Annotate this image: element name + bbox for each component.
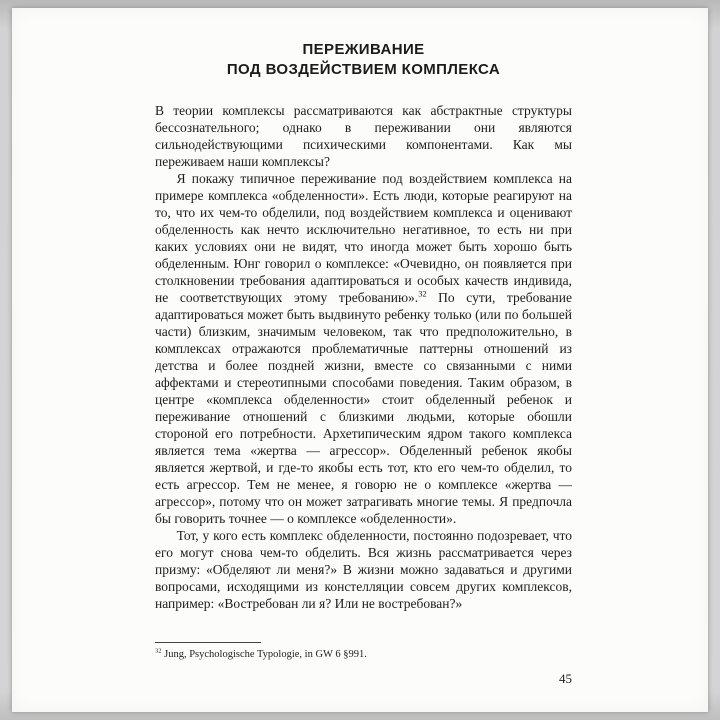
page [12, 8, 708, 712]
footnote-marker: 32 [155, 647, 162, 655]
page-number: 45 [559, 671, 572, 686]
page-content [155, 40, 572, 612]
chapter-title-line1: ПЕРЕЖИВАНИЕ [302, 41, 425, 58]
footnote-reference: 32 [418, 289, 427, 299]
footnote-text: Jung, Psychologische Typologie, in GW 6 §991. [161, 649, 367, 660]
footnote-separator [155, 642, 261, 643]
paragraph-2-text: Я покажу типичное переживание под воздействием комплекса на примере комплекса «обделенности». Есть люди, которые реагируют на то, что их чем-то обделили, под воздействием комплекса и оценивают обделенность как нечто исключительно негативное, то есть ни при каких условиях они не видят, что иногда может быть хорошо быть обделенным. Юнг говорил о комплексе: «Очевидно, он появляется при столкновении требования адаптироваться и особых качеств индивида, не соответствующих этому требованию». [155, 171, 572, 305]
body-text [155, 102, 572, 612]
chapter-title [155, 40, 572, 80]
paragraph-2-text-continued: По сути, требование адаптироваться может быть выдвинуто ребенку только (или по большей части) близким, значимым человеком, так что предположительно, в комплексах отражаются проблематичные паттерны отношений из детства и более поздней жизни, вместе со связанными с ними аффектами и стереотипными способами поведения. Таким образом, в центре «комплекса обделенности» стоит обделенный ребенок и переживание отношений с близкими людьми, которые обошли стороной его потребности. Архетипическим ядром такого комплекса является тема «жертва — агрессор». Обделенный ребенок якобы является жертвой, и где-то якобы есть тот, кто его чем-то обделил, то есть агрессор. Тем не менее, я говорю не о комплексе «жертва — агрессор», потому что он может затрагивать многие темы. Я предпочла бы говорить точнее — о комплексе «обделенности». [155, 290, 572, 526]
paragraph-3: Тот, у кого есть комплекс обделенности, постоянно подозревает, что его могут снова чем-то обделить. Вся жизнь рассматривается через призму: «Обделяют ли меня?» В жизни можно задаваться и другими вопросами, исходящими из констелляции совсем других комплексов, например: «Востребован ли я? Или не востребован?» [155, 528, 572, 611]
footnote-area [155, 642, 572, 661]
chapter-title-line2: ПОД ВОЗДЕЙСТВИЕМ КОМПЛЕКСА [226, 61, 501, 78]
paragraph-1: В теории комплексы рассматриваются как абстрактные структуры бессознательного; однако в переживании они являются сильнодействующими психическими компонентами. Как мы переживаем наши комплексы? [155, 103, 572, 169]
footnote [155, 648, 572, 661]
paragraph-2 [155, 170, 572, 527]
